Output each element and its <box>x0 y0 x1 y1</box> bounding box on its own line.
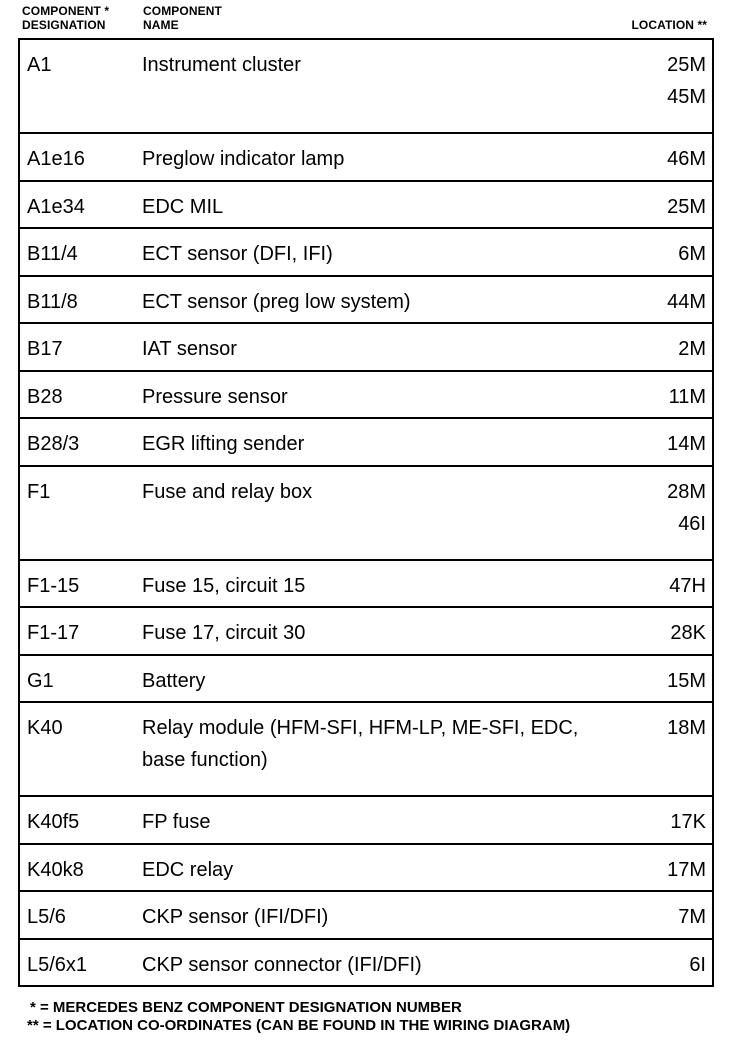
component-designation: B17 <box>27 338 63 360</box>
location-code: 44M <box>667 290 706 313</box>
component-name-line: base function) <box>142 749 268 771</box>
component-designation: F1 <box>27 480 51 503</box>
component-name-line: Fuse 15, circuit 15 <box>142 574 306 597</box>
component-designation: F1-15 <box>27 574 80 597</box>
component-name <box>142 191 632 223</box>
table-row <box>20 229 712 277</box>
location-code: 11M <box>668 385 706 408</box>
table-row <box>20 940 712 988</box>
component-designation: F1-17 <box>27 622 80 644</box>
designation-header-line2: DESIGNATION <box>22 18 106 32</box>
footnote-location: ** = LOCATION CO-ORDINATES (CAN BE FOUND IN THE WIRING DIAGRAM) <box>27 1017 571 1034</box>
component-name <box>142 806 632 838</box>
component-designation: B11/8 <box>27 290 78 313</box>
component-name <box>142 617 632 649</box>
component-location <box>669 381 706 413</box>
designation-header-line1: COMPONENT * <box>22 4 110 18</box>
component-name <box>142 476 632 508</box>
component-designation: B28 <box>27 385 63 408</box>
component-location <box>667 854 706 886</box>
table-row <box>20 372 712 420</box>
location-code: 17M <box>667 858 706 881</box>
component-location <box>669 570 706 602</box>
component-name <box>142 949 632 981</box>
component-designation: A1e16 <box>27 148 85 170</box>
component-name-line: CKP sensor (IFI/DFI) <box>142 906 329 928</box>
component-location <box>667 712 706 744</box>
location-code: 47H <box>669 574 706 597</box>
component-name-line: Battery <box>142 669 206 692</box>
component-name <box>142 854 632 886</box>
table-row <box>20 134 712 182</box>
component-name-line: EDC relay <box>142 858 234 881</box>
table-row <box>20 467 712 561</box>
location-code: 7M <box>678 906 706 928</box>
component-location <box>678 238 706 270</box>
component-location <box>667 428 706 460</box>
location-code: 17K <box>670 811 706 833</box>
designation-column-header <box>22 4 109 32</box>
table-row <box>20 40 712 134</box>
location-code: 6I <box>689 953 706 976</box>
component-location <box>667 286 706 318</box>
location-code: 2M <box>678 338 706 360</box>
component-name-line: Instrument cluster <box>142 54 301 76</box>
component-designation: G1 <box>27 669 54 692</box>
component-name-line: Pressure sensor <box>142 385 288 408</box>
component-name-line: Fuse and relay box <box>142 480 313 503</box>
component-name <box>142 143 632 175</box>
location-column-header <box>631 18 707 32</box>
table-row <box>20 703 712 797</box>
table-row <box>20 277 712 325</box>
component-name <box>142 238 632 270</box>
component-designation: K40k8 <box>27 858 84 881</box>
component-name-line: Preglow indicator lamp <box>142 148 345 170</box>
component-name-line: IAT sensor <box>142 338 237 360</box>
component-designation: A1e34 <box>27 195 85 218</box>
location-code: 46I <box>678 512 706 535</box>
footnote-designation: * = MERCEDES BENZ COMPONENT DESIGNATION NUMBER <box>30 999 462 1016</box>
location-code: 46M <box>667 148 706 170</box>
name-header-line2: NAME <box>143 18 179 32</box>
component-name <box>142 428 632 460</box>
component-location <box>667 476 706 540</box>
table-row <box>20 797 712 845</box>
component-location <box>689 949 706 981</box>
component-name-line: Relay module (HFM-SFI, HFM-LP, ME-SFI, EDC, <box>142 717 579 739</box>
component-designation: L5/6x1 <box>27 953 88 976</box>
location-code: 45M <box>667 86 706 108</box>
component-name <box>142 665 632 697</box>
component-location <box>670 617 706 649</box>
component-name <box>142 712 632 776</box>
table-row <box>20 419 712 467</box>
component-name <box>142 286 632 318</box>
component-name-line: Fuse 17, circuit 30 <box>142 622 306 644</box>
component-name <box>142 49 632 81</box>
component-name-line: CKP sensor connector (IFI/DFI) <box>142 953 422 976</box>
table-row <box>20 845 712 893</box>
component-location <box>667 49 706 113</box>
table-row <box>20 561 712 609</box>
table-row <box>20 324 712 372</box>
component-name-line: ECT sensor (preg low system) <box>142 290 411 313</box>
component-designation: B28/3 <box>27 433 80 455</box>
component-name <box>142 381 632 413</box>
component-name-line: EDC MIL <box>142 195 224 218</box>
location-header: LOCATION ** <box>631 18 707 32</box>
component-designation: L5/6 <box>27 906 66 928</box>
component-location <box>678 901 706 933</box>
component-designation: B11/4 <box>27 243 78 265</box>
location-code: 15M <box>667 669 706 692</box>
name-header-line1: COMPONENT <box>143 4 222 18</box>
component-table <box>18 38 714 987</box>
component-location <box>667 665 706 697</box>
component-name-line: ECT sensor (DFI, IFI) <box>142 243 333 265</box>
location-code: 14M <box>667 433 706 455</box>
table-row <box>20 182 712 230</box>
component-location <box>678 333 706 365</box>
location-code: 25M <box>667 195 706 218</box>
component-location <box>670 806 706 838</box>
table-row <box>20 892 712 940</box>
component-name <box>142 570 632 602</box>
location-code: 28K <box>670 622 706 644</box>
location-code: 28M <box>667 480 706 503</box>
component-location <box>667 191 706 223</box>
component-designation: A1 <box>27 54 52 76</box>
location-code: 18M <box>667 717 706 739</box>
component-name <box>142 333 632 365</box>
component-designation: K40 <box>27 717 63 739</box>
table-row <box>20 608 712 656</box>
location-code: 6M <box>678 243 706 265</box>
component-name-line: FP fuse <box>142 811 211 833</box>
component-name <box>142 901 632 933</box>
table-row <box>20 656 712 704</box>
component-name-line: EGR lifting sender <box>142 433 305 455</box>
component-location <box>667 143 706 175</box>
component-designation: K40f5 <box>27 811 80 833</box>
name-column-header <box>143 4 222 32</box>
location-code: 25M <box>667 54 706 76</box>
